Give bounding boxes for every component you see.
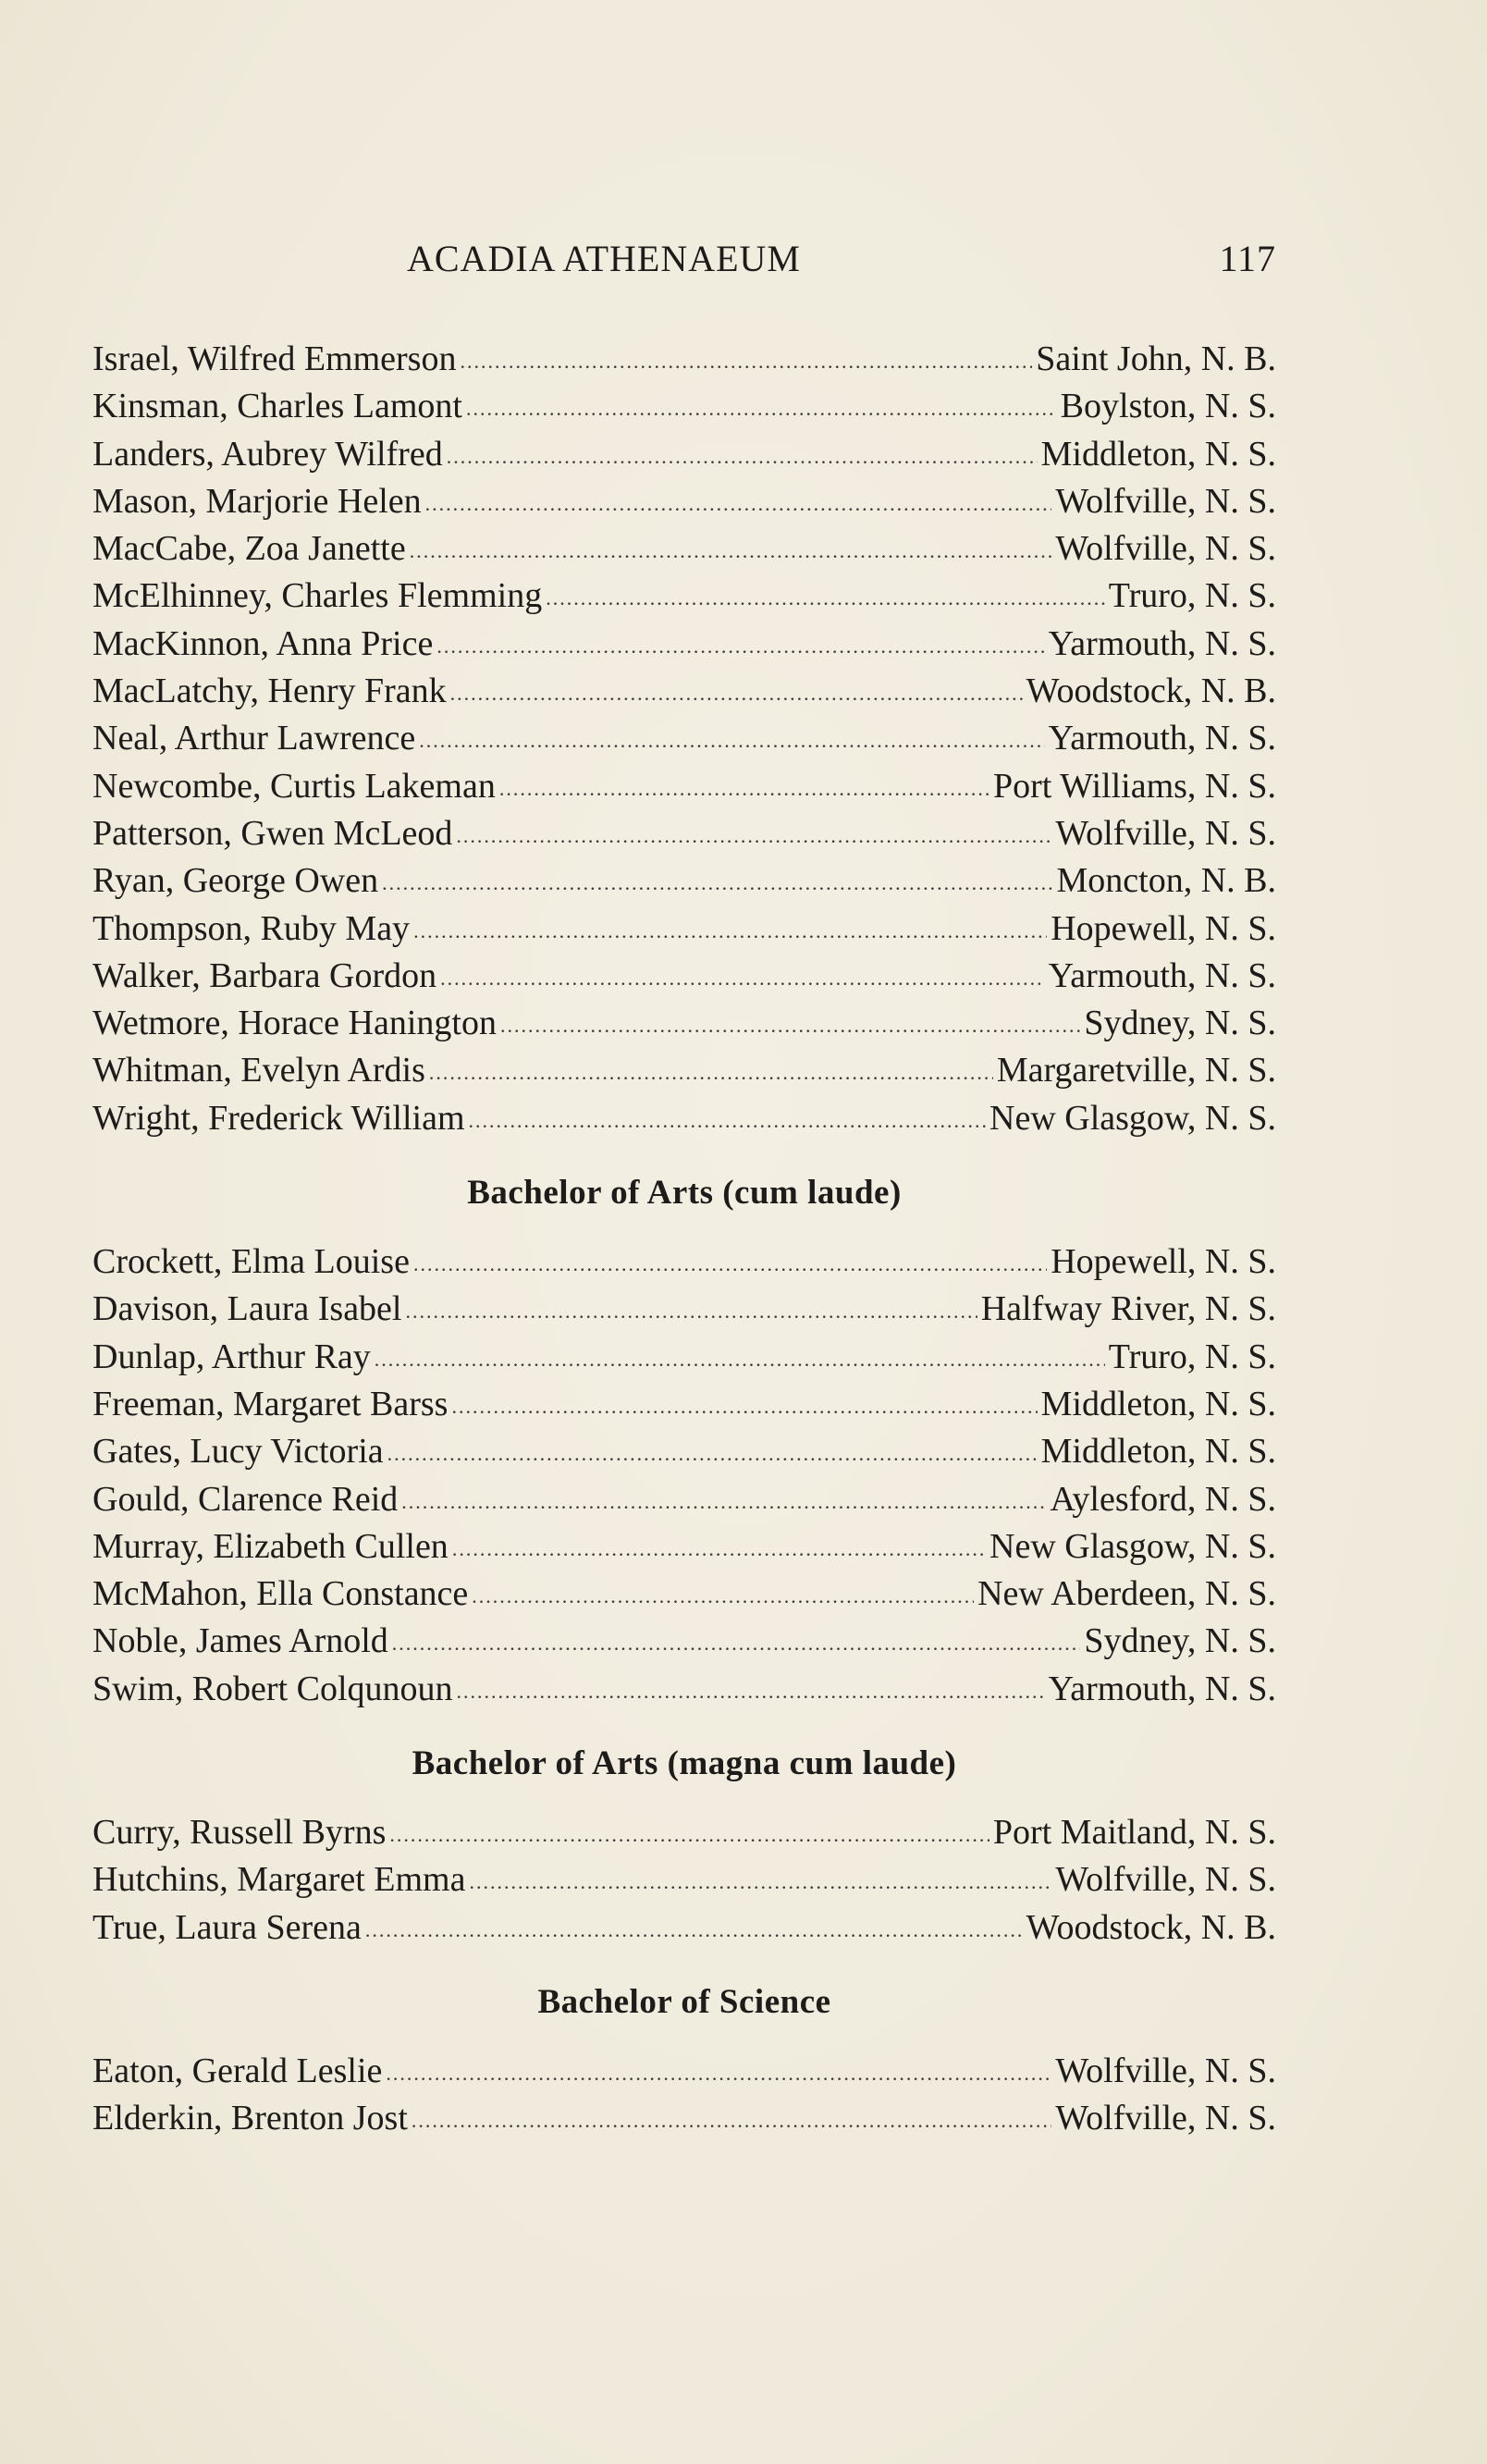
graduate-name: True, Laura Serena [92,1907,362,1947]
graduate-hometown: Saint John, N. B. [1036,339,1276,378]
graduate-hometown: Yarmouth, N. S. [1048,955,1276,995]
graduate-hometown: Wolfville, N. S. [1055,529,1276,569]
graduate-name: Wetmore, Horace Hanington [92,1004,497,1043]
graduate-entry [92,528,1276,575]
graduate-name: MacKinnon, Anna Price [92,623,434,663]
graduate-hometown: Halfway River, N. S. [980,1289,1276,1329]
dot-leader [452,1537,986,1561]
graduate-entry [92,1669,1276,1716]
graduate-entry [92,671,1276,718]
dot-leader [365,1918,1023,1942]
graduate-entry [92,575,1276,622]
dot-leader [425,492,1052,516]
graduate-name: Davison, Laura Isabel [92,1289,402,1329]
section-heading: Bachelor of Arts (magna cum laude) [412,1744,957,1783]
dot-leader [392,1632,1081,1656]
graduate-hometown: Wolfville, N. S. [1055,2051,1276,2090]
dot-leader [413,919,1047,943]
graduate-entry [92,1098,1276,1145]
graduate-hometown: Aylesford, N. S. [1050,1479,1276,1519]
graduate-name: Freeman, Margaret Barss [92,1384,449,1423]
graduate-name: Gates, Lucy Victoria [92,1432,384,1472]
dot-leader [410,539,1052,563]
dot-leader [450,682,1023,706]
graduate-hometown: Truro, N. S. [1108,576,1276,616]
running-title: ACADIA ATHENAEUM [407,238,801,279]
graduate-hometown: New Glasgow, N. S. [989,1526,1276,1566]
dot-leader [546,586,1105,610]
graduate-hometown: Wolfville, N. S. [1055,813,1276,853]
dot-leader [436,634,1044,659]
graduate-name: Gould, Clarence Reid [92,1479,399,1519]
graduate-entry [92,860,1276,907]
dot-leader [412,2109,1051,2133]
graduate-entry [92,1812,1276,1859]
graduate-name: MacCabe, Zoa Janette [92,529,406,569]
dot-leader [440,967,1045,991]
dot-leader [406,1300,977,1324]
graduate-hometown: Wolfville, N. S. [1055,2099,1276,2138]
graduate-hometown: Margaretville, N. S. [996,1051,1276,1090]
graduate-entry [92,1003,1276,1050]
section-heading: Bachelor of Science [537,1982,831,2021]
page-number: 117 [1219,238,1276,279]
graduate-hometown: Port Maitland, N. S. [992,1813,1276,1853]
graduate-hometown: Middleton, N. S. [1040,434,1276,474]
graduate-hometown: Woodstock, N. B. [1026,671,1276,711]
graduate-name: Israel, Wilfred Emmerson [92,339,457,378]
graduate-name: Crockett, Elma Louise [92,1242,410,1282]
graduate-entry [92,434,1276,481]
graduate-name: Mason, Marjorie Helen [92,481,422,521]
dot-leader [413,1252,1047,1276]
dot-leader [387,1442,1038,1466]
graduate-name: Landers, Aubrey Wilfred [92,434,443,474]
graduate-entry [92,1479,1276,1526]
graduate-entry [92,386,1276,433]
graduate-name: Dunlap, Arthur Ray [92,1337,371,1376]
graduate-entry [92,481,1276,528]
graduate-hometown: Woodstock, N. B. [1026,1907,1276,1947]
graduate-hometown: Hopewell, N. S. [1051,908,1276,948]
graduate-hometown: Truro, N. S. [1108,1337,1276,1376]
dot-leader [447,445,1038,469]
graduate-hometown: New Glasgow, N. S. [989,1098,1276,1138]
graduate-name: Thompson, Ruby May [92,908,411,948]
graduate-name: Eaton, Gerald Leslie [92,2051,383,2090]
dot-leader [469,1109,987,1133]
graduate-name: Whitman, Evelyn Ardis [92,1051,425,1090]
graduate-entry [92,1859,1276,1906]
graduate-name: Newcombe, Curtis Lakeman [92,766,496,806]
graduate-entry [92,955,1276,1003]
dot-leader [401,1490,1046,1514]
graduate-entry [92,908,1276,955]
section-heading: Bachelor of Arts (cum laude) [467,1174,902,1213]
dot-leader [466,397,1057,421]
graduate-entry [92,1526,1276,1573]
graduate-name: McElhinney, Charles Flemming [92,576,543,616]
dot-leader [451,1395,1037,1419]
graduate-hometown: Sydney, N. S. [1084,1004,1276,1043]
graduate-hometown: Sydney, N. S. [1084,1621,1276,1661]
graduate-hometown: Wolfville, N. S. [1055,1860,1276,1900]
graduate-name: Wright, Frederick William [92,1098,465,1138]
graduate-name: Kinsman, Charles Lamont [92,387,462,426]
graduate-entry [92,813,1276,860]
graduate-name: Curry, Russell Byrns [92,1813,387,1853]
graduate-name: Neal, Arthur Lawrence [92,719,416,758]
graduate-hometown: Yarmouth, N. S. [1048,719,1276,758]
graduate-name: Ryan, George Owen [92,861,379,901]
dot-leader [460,350,1032,374]
graduate-name: Murray, Elizabeth Cullen [92,1526,449,1566]
graduate-hometown: Hopewell, N. S. [1051,1242,1276,1282]
dot-leader [375,1348,1105,1372]
dot-leader [389,1823,989,1847]
graduate-list [92,339,1276,2146]
graduate-hometown: Middleton, N. S. [1040,1432,1276,1472]
graduate-entry [92,1907,1276,1954]
graduate-hometown: Port Williams, N. S. [992,766,1276,806]
graduate-hometown: Moncton, N. B. [1056,861,1276,901]
graduate-entry [92,2098,1276,2145]
graduate-name: Noble, James Arnold [92,1621,388,1661]
graduate-name: MacLatchy, Henry Frank [92,671,447,711]
graduate-entry [92,1050,1276,1097]
graduate-hometown: Yarmouth, N. S. [1048,623,1276,663]
graduate-entry [92,766,1276,813]
dot-leader [500,1014,1080,1038]
dot-leader [382,871,1052,895]
graduate-entry [92,1337,1276,1384]
graduate-name: Hutchins, Margaret Emma [92,1860,466,1900]
graduate-hometown: Yarmouth, N. S. [1048,1669,1276,1708]
graduate-entry [92,1288,1276,1336]
graduate-entry [92,1241,1276,1288]
page-header [92,237,1276,292]
graduate-entry [92,1620,1276,1668]
dot-leader [456,824,1051,848]
graduate-entry [92,1431,1276,1478]
graduate-entry [92,339,1276,386]
graduate-name: Elderkin, Brenton Jost [92,2099,408,2138]
graduate-name: Patterson, Gwen McLeod [92,813,453,853]
graduate-name: Swim, Robert Colqunoun [92,1669,453,1708]
graduate-name: Walker, Barbara Gordon [92,955,437,995]
graduate-hometown: New Aberdeen, N. S. [977,1574,1276,1614]
graduate-name: McMahon, Ella Constance [92,1574,469,1614]
dot-leader [457,1680,1045,1704]
graduate-entry [92,1384,1276,1431]
dot-leader [429,1061,993,1085]
graduate-hometown: Middleton, N. S. [1040,1384,1276,1423]
graduate-hometown: Boylston, N. S. [1060,387,1276,426]
dot-leader [419,729,1044,753]
dot-leader [386,2062,1051,2086]
dot-leader [469,1870,1051,1894]
graduate-entry [92,2051,1276,2098]
graduate-entry [92,718,1276,765]
dot-leader [499,777,989,801]
graduate-entry [92,623,1276,671]
graduate-hometown: Wolfville, N. S. [1055,481,1276,521]
graduate-entry [92,1573,1276,1620]
dot-leader [472,1584,974,1608]
